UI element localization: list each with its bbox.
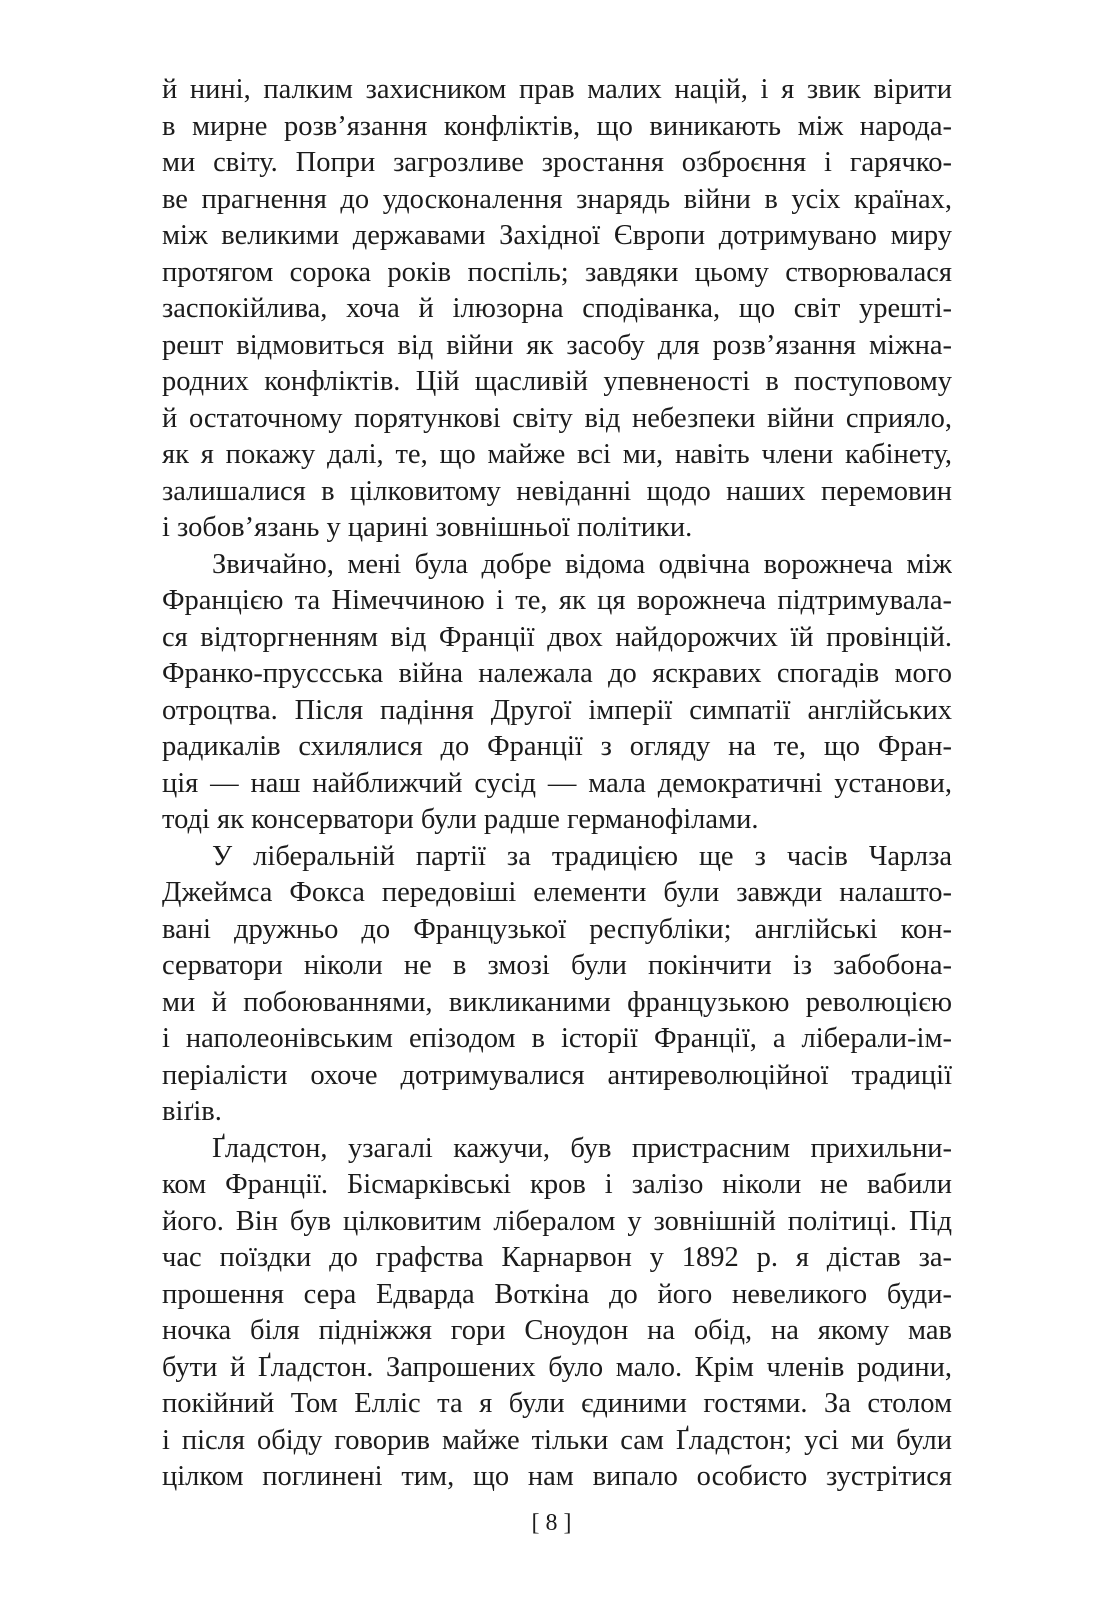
text-line: Францією та Німеччиною і те, як ця ворожнеча підтримувала- <box>162 585 952 616</box>
text-line: Ґладстон, узагалі кажучи, був пристрасним прихильни- <box>212 1132 952 1164</box>
text-line: протягом сорока років поспіль; завдяки цьому створювалася <box>162 256 952 288</box>
text-line: ся відторгненням від Франції двох найдорожчих їй провінцій. <box>162 621 952 653</box>
text-line: час поїздки до графства Карнарвон у 1892 р. я дістав за- <box>162 1242 952 1273</box>
text-line: радикалів схилялися до Франції з огляду на те, що Фран- <box>162 731 952 762</box>
text-line: ми й побоюваннями, викликаними французькою революцією <box>162 986 952 1018</box>
text-line: й остаточному порятункові світу від небезпеки війни сприяло, <box>162 402 952 434</box>
text-line: ве прагнення до удосконалення знарядь війни в усіх країнах, <box>162 183 952 215</box>
text-line: тоді як консерватори були радше германофілами. <box>162 804 759 835</box>
page-number: [ 8 ] <box>531 1510 572 1536</box>
text-line: серватори ніколи не в змозі були покінчити із забобона- <box>162 950 952 981</box>
text-line: ночка біля підніжжя гори Сноудон на обід, на якому мав <box>162 1315 952 1346</box>
text-line: цілком поглинені тим, що нам випало особисто зустрітися <box>162 1461 952 1492</box>
text-line: його. Він був цілковитим лібералом у зовнішній політиці. Під <box>162 1205 952 1237</box>
text-line: ція — наш найближчий сусід — мала демократичні установи, <box>162 767 952 799</box>
text-line: і після обіду говорив майже тільки сам Ґладстон; усі ми були <box>162 1424 952 1456</box>
text-line: решт відмовиться від війни як засобу для розв’язання міжна- <box>162 329 952 361</box>
text-line: прошення сера Едварда Воткіна до його невеликого буди- <box>162 1278 952 1310</box>
text-line: Франко-пруссська війна належала до яскравих спогадів мого <box>162 658 952 689</box>
text-line: заспокійлива, хоча й ілюзорна сподіванка, що світ урешті- <box>162 293 952 324</box>
text-line: і зобов’язань у царині зовнішньої політики. <box>162 512 693 543</box>
text-line: залишалися в цілковитому невіданні щодо наших перемовин <box>162 475 952 507</box>
text-line: ми світу. Попри загрозливе зростання озброєння і гарячко- <box>162 147 952 178</box>
text-line: бути й Ґладстон. Запрошених було мало. Крім членів родини, <box>162 1351 952 1383</box>
text-line: покійний Том Елліс та я були єдиними гостями. За столом <box>162 1388 952 1419</box>
text-line: періалісти охоче дотримувалися антиреволюційної традиції <box>162 1059 952 1091</box>
text-line: ком Франції. Бісмарківські кров і залізо ніколи не вабили <box>162 1169 952 1200</box>
text-line: і наполеонівським епізодом в історії Франції, а ліберали-ім- <box>162 1023 952 1054</box>
text-line: й нині, палким захисником прав малих націй, і я звик вірити <box>162 74 952 105</box>
text-line: як я покажу далі, те, що майже всі ми, навіть члени кабінету, <box>162 439 952 470</box>
text-line: У ліберальній партії за традицією ще з часів Чарлза <box>212 840 952 872</box>
text-line: отроцтва. Після падіння Другої імперії симпатії англійських <box>162 694 952 726</box>
text-line: віґів. <box>162 1096 222 1127</box>
text-line: родних конфліктів. Цій щасливій упевненості в поступовому <box>162 366 952 397</box>
text-line: Джеймса Фокса передовіші елементи були завжди налашто- <box>162 877 952 908</box>
text-line: в мирне розв’язання конфліктів, що виникають між народа- <box>162 110 952 142</box>
text-line: Звичайно, мені була добре відома одвічна ворожнеча між <box>212 548 952 580</box>
text-line: між великими державами Західної Європи дотримувано миру <box>162 220 952 251</box>
text-line: вані дружньо до Французької республіки; англійські кон- <box>162 913 952 945</box>
body-text <box>162 72 952 1496</box>
